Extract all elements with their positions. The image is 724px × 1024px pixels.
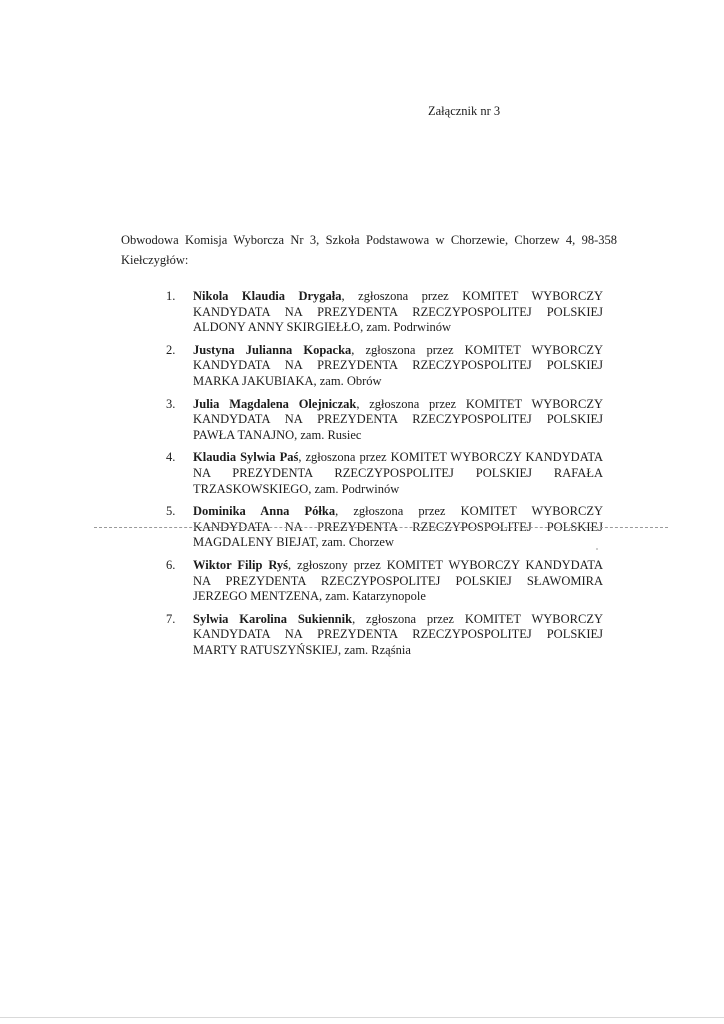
item-number: 6. [166, 557, 176, 572]
item-line-2: NA PREZYDENTA RZECZYPOSPOLITEJ POLSKIEJ RAFAŁA [193, 465, 603, 480]
list-item [166, 450, 603, 497]
scan-artifact-dot [596, 548, 598, 550]
list-item [166, 558, 603, 605]
item-line-2: KANDYDATA NA PREZYDENTA RZECZYPOSPOLITEJ POLSKIEJ [193, 304, 603, 319]
item-number: 5. [166, 504, 176, 519]
item-line-1: Wiktor Filip Ryś, zgłoszony przez KOMITET WYBORCZY KANDYDATA [193, 557, 603, 572]
item-line-1: Klaudia Sylwia Paś, zgłoszona przez KOMITET WYBORCZY KANDYDATA [193, 450, 603, 465]
item-number: 2. [166, 342, 176, 357]
item-line-3: TRZASKOWSKIEGO, zam. Podrwinów [193, 481, 400, 496]
item-line-3: JERZEGO MENTZENA, zam. Katarzynopole [193, 589, 426, 604]
scan-artifact-line [94, 527, 668, 528]
item-number: 7. [166, 611, 176, 626]
item-line-3: MARKA JAKUBIAKA, zam. Obrów [193, 373, 382, 388]
list-item [166, 397, 603, 444]
item-number: 3. [166, 396, 176, 411]
list-item [166, 289, 603, 336]
candidate-name: Dominika Anna Półka [193, 504, 336, 519]
candidate-name: Julia Magdalena Olejniczak [193, 396, 357, 411]
candidate-name: Klaudia Sylwia Paś [193, 450, 299, 465]
item-line-2: NA PREZYDENTA RZECZYPOSPOLITEJ POLSKIEJ SŁAWOMIRA [193, 573, 603, 588]
item-line-2: KANDYDATA NA PREZYDENTA RZECZYPOSPOLITEJ POLSKIEJ [193, 627, 603, 642]
candidate-name: Nikola Klaudia Drygała [193, 289, 342, 303]
item-line-3: PAWŁA TANAJNO, zam. Rusiec [193, 427, 362, 442]
item-line-1: Dominika Anna Półka, zgłoszona przez KOMITET WYBORCZY [193, 504, 604, 519]
item-line-3: MARTY RATUSZYŃSKIEJ, zam. Rząśnia [193, 642, 411, 657]
item-line-2: KANDYDATA NA PREZYDENTA RZECZYPOSPOLITEJ POLSKIEJ [193, 412, 603, 427]
candidate-name: Justyna Julianna Kopacka [193, 342, 352, 357]
item-line-2: KANDYDATA NA PREZYDENTA RZECZYPOSPOLITEJ POLSKIEJ [193, 519, 603, 534]
page-bottom-edge [0, 1017, 724, 1018]
commission-locality: Kiełczygłów: [121, 253, 189, 267]
item-line-3: MAGDALENY BIEJAT, zam. Chorzew [193, 535, 395, 550]
candidate-name: Wiktor Filip Ryś [193, 557, 289, 572]
item-line-3: ALDONY ANNY SKIRGIEŁŁO, zam. Podrwinów [193, 320, 452, 335]
candidate-list [166, 289, 603, 665]
item-line-1: Julia Magdalena Olejniczak, zgłoszona przez KOMITET WYBORCZY [193, 396, 603, 411]
item-number: 4. [166, 450, 176, 465]
commission-header [121, 230, 617, 270]
candidate-name: Sylwia Karolina Sukiennik [193, 611, 353, 626]
commission-address: Obwodowa Komisja Wyborcza Nr 3, Szkoła Podstawowa w Chorzewie, Chorzew 4, 98-358 [121, 233, 617, 247]
list-item [166, 343, 603, 390]
item-line-2: KANDYDATA NA PREZYDENTA RZECZYPOSPOLITEJ POLSKIEJ [193, 358, 603, 373]
item-line-1: Justyna Julianna Kopacka, zgłoszona przez KOMITET WYBORCZY [193, 342, 603, 357]
item-line-1: Sylwia Karolina Sukiennik, zgłoszona przez KOMITET WYBORCZY [193, 611, 603, 626]
annex-label: Załącznik nr 3 [428, 104, 501, 118]
item-line-1: Nikola Klaudia Drygała, zgłoszona przez KOMITET WYBORCZY [193, 289, 604, 303]
item-number: 1. [166, 289, 176, 303]
list-item [166, 612, 603, 659]
